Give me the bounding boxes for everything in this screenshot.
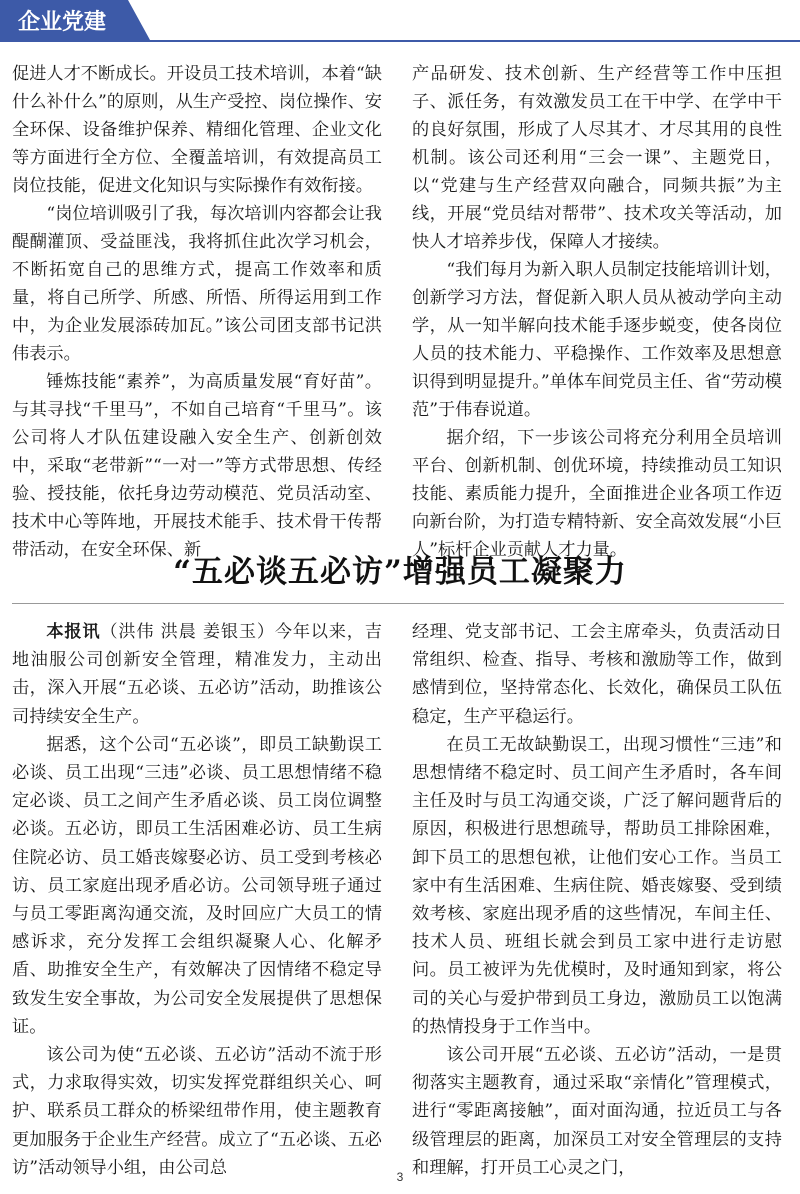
article1-left-column xyxy=(12,60,382,564)
lead-text: 今年以来，吉地油服公司创新安全管理，精准发力，主动出击，深入开展“五必谈、五必访”活动，助推该公司持续安全生产。 xyxy=(12,622,382,727)
article1-right-paragraph: 据介绍，下一步该公司将充分利用全员培训平台、创新机制、创优环境，持续推动员工知识技能、素质能力提升，全面推进企业各项工作迈向新台阶，为打造专精特新、安全高效发展“小巨人”标杆企业贡献人才力量。 xyxy=(412,428,782,560)
article2-headline: “五必谈五必访”增强员工凝聚力 xyxy=(173,554,627,590)
article1-right-column xyxy=(412,60,782,564)
article1-left-paragraph: 锤炼技能“素养”，为高质量发展“育好苗”。与其寻找“千里马”，不如自己培育“千里马”。该公司将人才队伍建设融入安全生产、创新创效中，采取“老带新”“一对一”等方式带思想、传经验、授技能，依托身边劳动模范、党员活动室、技术中心等阵地，开展技术能手、技术骨干传帮带活动，在安全环保、新 xyxy=(12,372,382,560)
article2-left-paragraph: 据悉，这个公司“五必谈”，即员工缺勤误工必谈、员工出现“三违”必谈、员工思想情绪不稳定必谈、员工之间产生矛盾必谈、员工岗位调整必谈。五必访，即员工生活困难必访、员工生病住院必访、员工婚丧嫁娶必访、员工受到考核必访、员工家庭出现矛盾必访。公司领导班子通过与员工零距离沟通交流，及时回应广大员工的情感诉求，充分发挥工会组织凝聚人心、化解矛盾、助推安全生产，有效解决了因情绪不稳定导致发生安全事故，为公司安全发展提供了思想保证。 xyxy=(12,734,382,1037)
article2-right-column xyxy=(412,618,782,1182)
header-divider xyxy=(0,40,800,42)
article1-right-paragraph: 产品研发、技术创新、生产经营等工作中压担子、派任务，有效激发员工在干中学、在学中干的良好氛围，形成了人尽其才、才尽其用的良性机制。该公司还利用“三会一课”、主题党日，以“党建与生产经营双向融合，同频共振”为主线，开展“党员结对帮带”、技术攻关等活动，加快人才培养步伐，保障人才接续。 xyxy=(412,64,782,252)
article2-lead-paragraph xyxy=(12,618,382,731)
byline: 本报讯 xyxy=(46,622,101,642)
article1-left-paragraph: “岗位培训吸引了我，每次培训内容都会让我醍醐灌顶、受益匪浅，我将抓住此次学习机会，不断拓宽自己的思维方式，提高工作效率和质量，将自己所学、所感、所悟、所得运用到工作中，为企业发展添砖加瓦。”该公司团支部书记洪伟表示。 xyxy=(12,204,382,364)
headline-divider xyxy=(12,603,784,604)
article2-right-paragraph: 该公司开展“五必谈、五必访”活动，一是贯彻落实主题教育，通过采取“亲情化”管理模式，进行“零距离接触”，面对面沟通，拉近员工与各级管理层的距离，加深员工对安全管理层的支持和理解，打开员工心灵之门， xyxy=(412,1045,782,1178)
authors: （洪伟 洪晨 姜银玉） xyxy=(100,622,275,642)
section-header-tab xyxy=(0,0,150,40)
article1-left-paragraph: 促进人才不断成长。开设员工技术培训，本着“缺什么补什么”的原则，从生产受控、岗位操作、安全环保、设备维护保养、精细化管理、企业文化等方面进行全方位、全覆盖培训，有效提高员工岗位技能，促进文化知识与实际操作有效衔接。 xyxy=(12,64,382,196)
article2-left-paragraph: 该公司为使“五必谈、五必访”活动不流于形式，力求取得实效，切实发挥党群组织关心、呵护、联系员工群众的桥梁纽带作用，使主题教育更加服务于企业生产经营。成立了“五必谈、五必访”活动领导小组，由公司总 xyxy=(12,1045,382,1178)
page-number: 3 xyxy=(396,1170,404,1184)
article1-right-paragraph: “我们每月为新入职人员制定技能培训计划，创新学习方法，督促新入职人员从被动学向主动学，从一知半解向技术能手逐步蜕变，使各岗位人员的技术能力、平稳操作、工作效率及思想意识得到明显提升。”单体车间党员主任、省“劳动模范”于伟春说道。 xyxy=(412,260,782,420)
article2-right-paragraph: 经理、党支部书记、工会主席牵头，负责活动日常组织、检查、指导、考核和激励等工作，做到感情到位，坚持常态化、长效化，确保员工队伍稳定，生产平稳运行。 xyxy=(412,622,782,727)
article2-right-paragraph: 在员工无故缺勤误工，出现习惯性“三违”和思想情绪不稳定时、员工间产生矛盾时，各车间主任及时与员工沟通交谈，广泛了解问题背后的原因，积极进行思想疏导，帮助员工排除困难，卸下员工的思想包袱，让他们安心工作。当员工家中有生活困难、生病住院、婚丧嫁娶、受到绩效考核、家庭出现矛盾的这些情况，车间主任、技术人员、班组长就会到员工家中进行走访慰问。员工被评为先优模时，及时通知到家，将公司的关心与爱护带到员工身边，激励员工以饱满的热情投身于工作当中。 xyxy=(412,734,782,1037)
article2-left-column xyxy=(12,618,382,1182)
section-label: 企业党建 xyxy=(18,10,107,35)
